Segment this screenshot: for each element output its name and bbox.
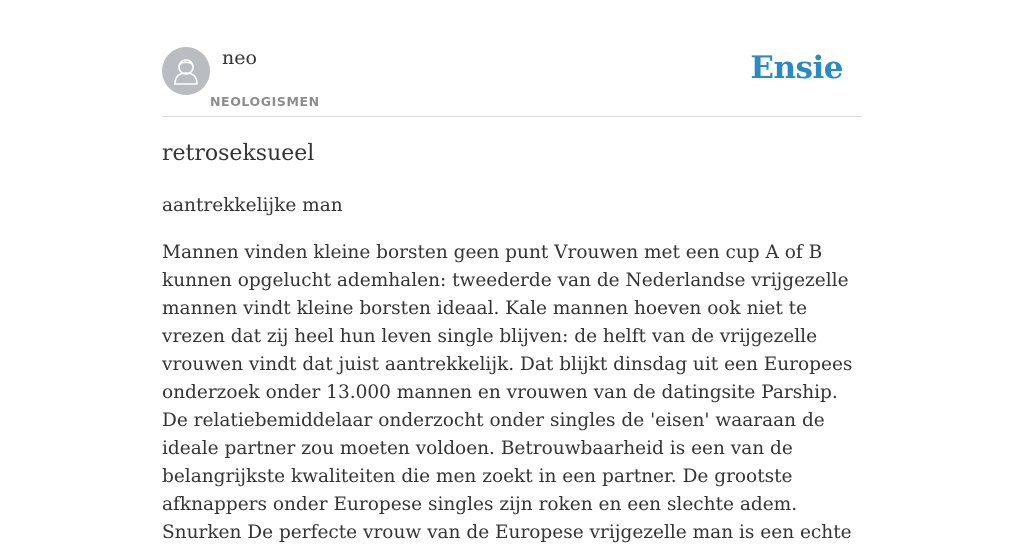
entry-content bbox=[162, 138, 862, 547]
page-header bbox=[162, 46, 862, 117]
entry-example: Mannen vinden kleine borsten geen punt Vrouwen met een cup A of B kunnen opgelucht ademhalen: tweederde van de Nederlandse vrijgezelle mannen vindt kleine borsten ideaal. Kale mannen hoeven ook niet te vrezen dat zij heel hun leven single blijven: de helft van de vrijgezelle vrouwen vindt dat juist aantrekkelijk. Dat blijkt dinsdag uit een Europees onderzoek onder 13.000 mannen en vrouwen van de datingsite Parship. De relatiebemiddelaar onderzocht onder singles de 'eisen' waaraan de ideale partner zou moeten voldoen. Betrouwbaarheid is een van de belangrijkste kwaliteiten die men zoekt in een partner. De grootste afknappers onder Europese singles zijn roken en een slechte adem. Snurken De perfecte vrouw van de Europese vrijgezelle man is een echte bbox=[162, 242, 853, 543]
entry-definition: aantrekkelijke man bbox=[162, 195, 343, 216]
user-avatar[interactable] bbox=[162, 47, 210, 95]
group-name-link[interactable]: NEOLOGISMEN bbox=[210, 94, 320, 109]
username-link[interactable]: neo bbox=[222, 47, 257, 69]
brand-logo[interactable]: Ensie bbox=[750, 50, 843, 86]
entry-title: retroseksueel bbox=[162, 141, 315, 166]
user-icon bbox=[162, 47, 210, 95]
